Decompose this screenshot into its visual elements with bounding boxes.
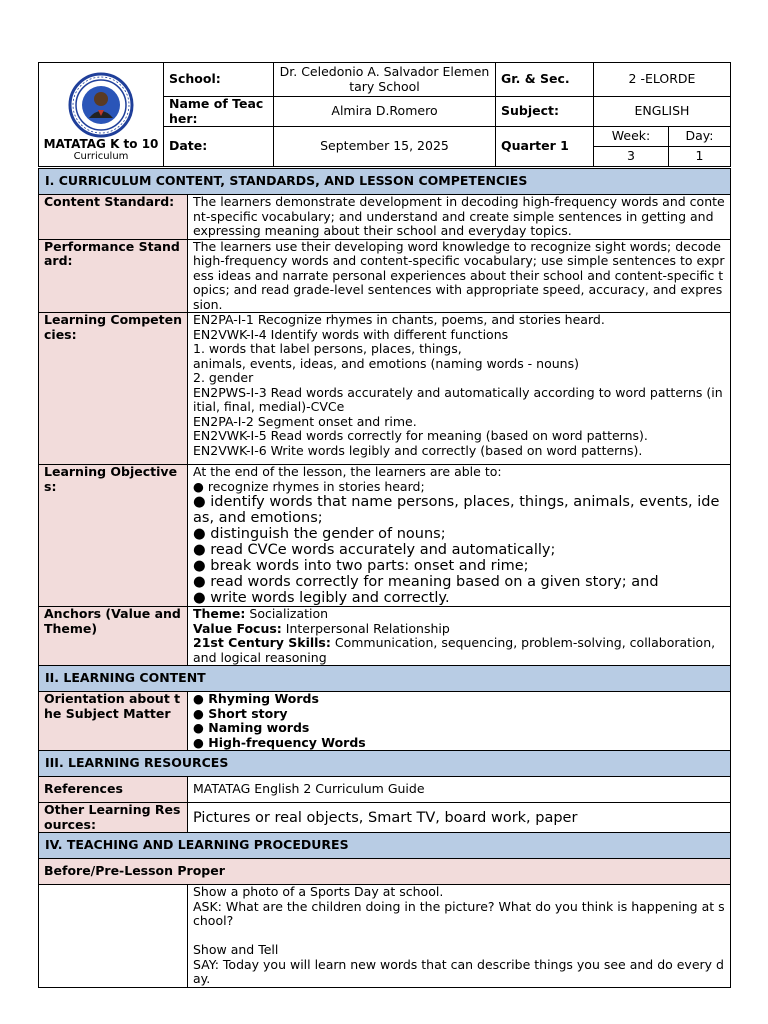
- day-value: 1: [669, 147, 731, 167]
- header-table: [38, 62, 731, 167]
- value-focus-value: Interpersonal Relationship: [281, 620, 450, 636]
- other-resources-label: Other Learning Resources:: [39, 803, 188, 833]
- theme-line: [193, 607, 725, 622]
- content-item: ● Rhyming Words: [193, 691, 319, 706]
- competency-item: EN2PWS-I-3 Read words accurately and automatically according to word patterns (initial, final, medial)-CVCe: [193, 384, 723, 414]
- procedure-line: SAY: Today you will learn new words that can describe things you see and do every day.: [193, 956, 724, 986]
- date-label: Date:: [164, 127, 274, 167]
- objective-item: ● read words correctly for meaning based on a given story; and: [193, 574, 659, 590]
- subject-value: ENGLISH: [594, 97, 731, 127]
- week-value: 3: [594, 147, 669, 167]
- content-item: ● Naming words: [193, 720, 310, 735]
- grade-label: Gr. & Sec.: [496, 63, 594, 97]
- skills-label: 21st Century Skills:: [193, 635, 331, 650]
- day-label: Day:: [669, 127, 731, 147]
- competency-item: EN2VWK-I-5 Read words correctly for meaning (based on word patterns).: [193, 428, 648, 443]
- performance-standard-label: Performance Standard:: [39, 239, 188, 313]
- learning-content-list: [188, 692, 731, 751]
- skills-line: [193, 636, 725, 665]
- logo-subtitle: Curriculum: [73, 150, 129, 162]
- content-standard-text: The learners demonstrate development in decoding high-frequency words and content-specific vocabulary; and understand and create simple sentences in getting and expressing meaning about their school and everyday topics.: [188, 195, 731, 240]
- lesson-plan-table: [38, 168, 731, 988]
- procedure-label-cell: [39, 885, 188, 988]
- skills-value: Communication, sequencing, problem-solving, collaboration, and logical reasoning: [193, 635, 716, 665]
- content-item: ● High-frequency Words: [193, 734, 366, 750]
- objectives-intro: At the end of the lesson, the learners are able to:: [193, 464, 502, 479]
- competencies-list: [188, 313, 731, 465]
- competency-item: EN2PA-I-1 Recognize rhymes in chants, poems, and stories heard.: [193, 312, 605, 327]
- theme-value: Socialization: [245, 606, 329, 621]
- logo-title: MATATAG K to 10: [43, 136, 159, 151]
- subject-label: Subject:: [496, 97, 594, 127]
- objective-item: ● write words legibly and correctly.: [193, 590, 450, 606]
- theme-label: Theme:: [193, 606, 246, 621]
- content-standard-label: Content Standard:: [39, 195, 188, 240]
- objective-item: ● break words into two parts: onset and rime;: [193, 558, 529, 574]
- grade-value: 2 -ELORDE: [594, 63, 731, 97]
- value-focus-label: Value Focus:: [193, 620, 282, 636]
- procedure-content: [188, 885, 731, 988]
- school-seal-logo: [61, 72, 141, 138]
- references-label: References: [39, 777, 188, 803]
- pre-lesson-subheader: Before/Pre-Lesson Proper: [39, 859, 731, 885]
- date-value: September 15, 2025: [274, 127, 496, 167]
- teacher-value: Almira D.Romero: [274, 97, 496, 127]
- competencies-label: Learning Competencies:: [39, 313, 188, 465]
- references-value: MATATAG English 2 Curriculum Guide: [188, 777, 731, 803]
- orientation-label: Orientation about the Subject Matter: [39, 692, 188, 751]
- quarter-label: Quarter 1: [496, 127, 594, 167]
- anchors-content: [188, 607, 731, 666]
- procedure-line: ASK: What are the children doing in the picture? What do you think is happening at school?: [193, 898, 725, 928]
- procedure-line: Show a photo of a Sports Day at school.: [193, 884, 444, 899]
- section-3-title: III. LEARNING RESOURCES: [39, 751, 731, 777]
- competency-item: 2. gender: [193, 370, 254, 385]
- objectives-label: Learning Objectives:: [39, 465, 188, 607]
- section-4-title: IV. TEACHING AND LEARNING PROCEDURES: [39, 833, 731, 859]
- procedure-line: Show and Tell: [193, 942, 279, 957]
- procedure-blank-line: [193, 929, 725, 944]
- competency-item: animals, events, ideas, and emotions (naming words - nouns): [193, 355, 579, 371]
- school-label: School:: [164, 63, 274, 97]
- school-value: Dr. Celedonio A. Salvador Elementary School: [274, 63, 496, 97]
- week-label: Week:: [594, 127, 669, 147]
- objective-item: ● recognize rhymes in stories heard;: [193, 478, 425, 494]
- anchors-label: Anchors (Value and Theme): [39, 607, 188, 666]
- objective-item: ● distinguish the gender of nouns;: [193, 526, 446, 542]
- logo-cell: [39, 63, 164, 167]
- objective-item: ● read CVCe words accurately and automatically;: [193, 542, 556, 558]
- section-1-title: I. CURRICULUM CONTENT, STANDARDS, AND LESSON COMPETENCIES: [39, 169, 731, 195]
- objectives-list: [188, 465, 731, 607]
- value-focus-line: [193, 622, 725, 637]
- objective-item: ● identify words that name persons, places, things, animals, events, ideas, and emotions;: [193, 494, 720, 526]
- competency-item: EN2VWK-I-6 Write words legibly and correctly (based on word patterns).: [193, 442, 643, 458]
- performance-standard-text: The learners use their developing word knowledge to recognize sight words; decode high-frequency words and content-specific vocabulary; use simple sentences to express ideas and narrate personal experiences about their school and content-specific topics; and read grade-level sentences with appropriate speed, accuracy, and expression.: [188, 239, 731, 313]
- content-item: ● Short story: [193, 705, 288, 721]
- competency-item: EN2VWK-I-4 Identify words with different functions: [193, 326, 509, 342]
- competency-item: 1. words that label persons, places, things,: [193, 341, 462, 356]
- teacher-label: Name of Teacher:: [164, 97, 274, 127]
- section-2-title: II. LEARNING CONTENT: [39, 666, 731, 692]
- other-resources-value: Pictures or real objects, Smart TV, board work, paper: [188, 803, 731, 833]
- competency-item: EN2PA-I-2 Segment onset and rime.: [193, 413, 417, 429]
